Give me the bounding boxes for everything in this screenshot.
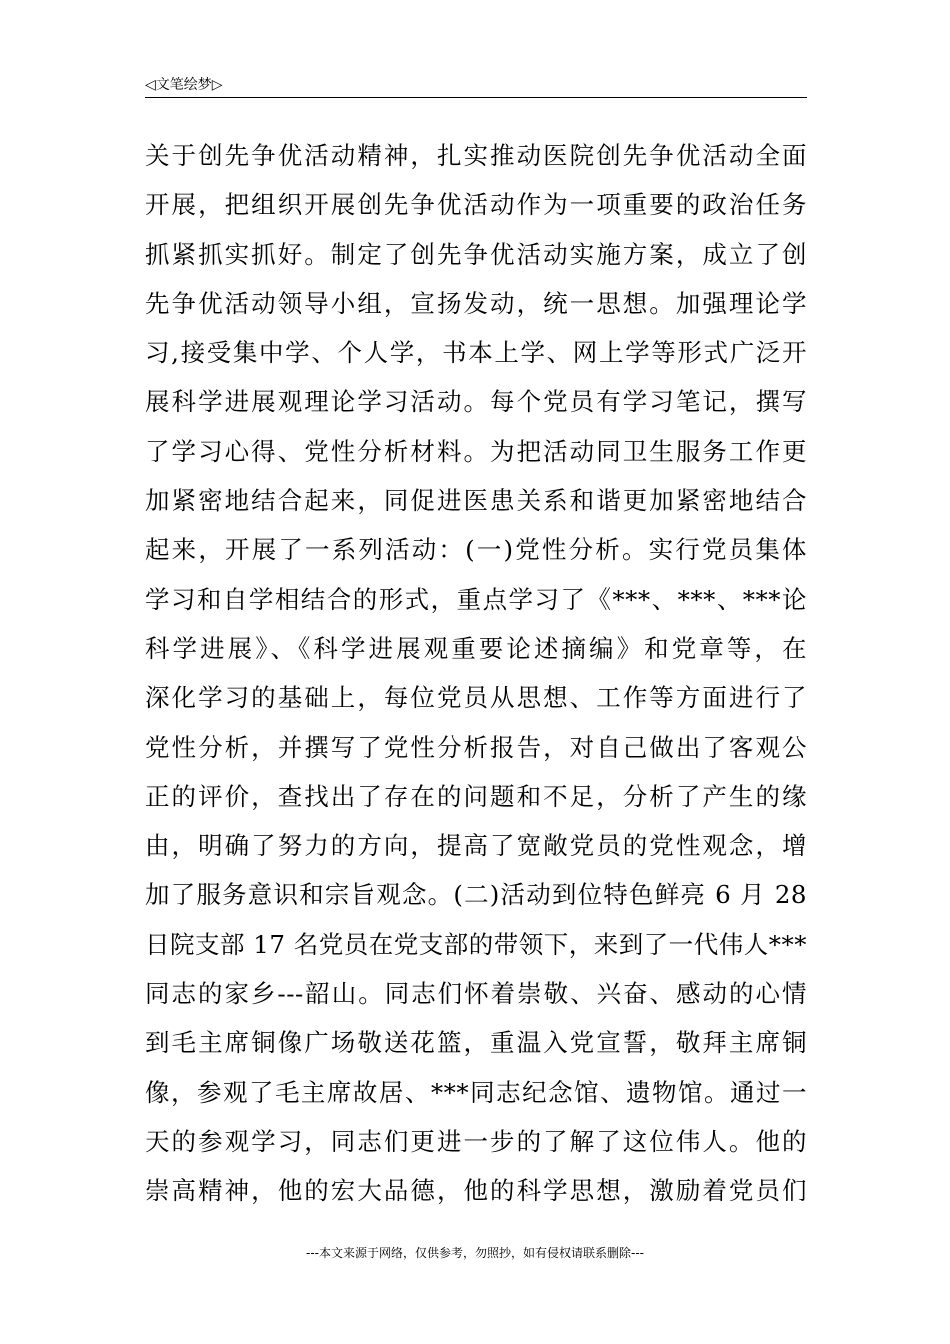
body-line: 开展，把组织开展创先争优活动作为一项重要的政治任务 xyxy=(145,190,807,220)
body-line: 了学习心得、党性分析材料。为把活动同卫生服务工作更 xyxy=(145,436,807,466)
body-line: 学习和自学相结合的形式，重点学习了《***、***、***论 xyxy=(145,584,807,614)
body-line: 加紧密地结合起来，同促进医患关系和谐更加紧密地结合 xyxy=(145,486,807,516)
body-line: 同志的家乡---韶山。同志们怀着崇敬、兴奋、感动的心情 xyxy=(145,979,807,1009)
document-body xyxy=(145,131,807,1216)
header-divider xyxy=(145,97,807,98)
body-line: 先争优活动领导小组，宣扬发动，统一思想。加强理论学 xyxy=(145,288,807,318)
body-line: 正的评价，查找出了存在的问题和不足，分析了产生的缘 xyxy=(145,781,807,811)
body-line: 像，参观了毛主席故居、***同志纪念馆、遗物馆。通过一 xyxy=(145,1077,807,1107)
body-line: 天的参观学习，同志们更进一步的了解了这位伟人。他的 xyxy=(145,1126,807,1156)
body-line: 科学进展》、《科学进展观重要论述摘编》和党章等，在 xyxy=(145,633,807,663)
body-line: 党性分析，并撰写了党性分析报告，对自己做出了客观公 xyxy=(145,732,807,762)
body-line: 崇高精神，他的宏大品德，他的科学思想，激励着党员们 xyxy=(145,1176,807,1206)
body-line: 关于创先争优活动精神，扎实推动医院创先争优活动全面 xyxy=(145,141,807,170)
body-line: 起来，开展了一系列活动：(一)党性分析。实行党员集体 xyxy=(145,535,807,565)
body-line: 深化学习的基础上，每位党员从思想、工作等方面进行了 xyxy=(145,683,807,713)
body-line: 抓紧抓实抓好。制定了创先争优活动实施方案，成立了创 xyxy=(145,239,807,269)
body-line: 由，明确了努力的方向，提高了宽敞党员的党性观念，增 xyxy=(145,831,807,861)
body-line: 习,接受集中学、个人学，书本上学、网上学等形式广泛开 xyxy=(145,338,807,368)
footer-disclaimer: ---本文来源于网络，仅供参考，勿照抄，如有侵权请联系删除--- xyxy=(306,1246,644,1260)
body-line: 到毛主席铜像广场敬送花篮，重温入党宣誓，敬拜主席铜 xyxy=(145,1028,807,1058)
body-line: 加了服务意识和宗旨观念。(二)活动到位特色鲜亮 6 月 28 xyxy=(145,880,807,910)
body-line: 展科学进展观理论学习活动。每个党员有学习笔记，撰写 xyxy=(145,387,807,417)
document-header-brand: ◁文笔绘梦▷ xyxy=(145,77,223,93)
body-line: 日院支部 17 名党员在党支部的带领下，来到了一代伟人*** xyxy=(145,929,807,959)
